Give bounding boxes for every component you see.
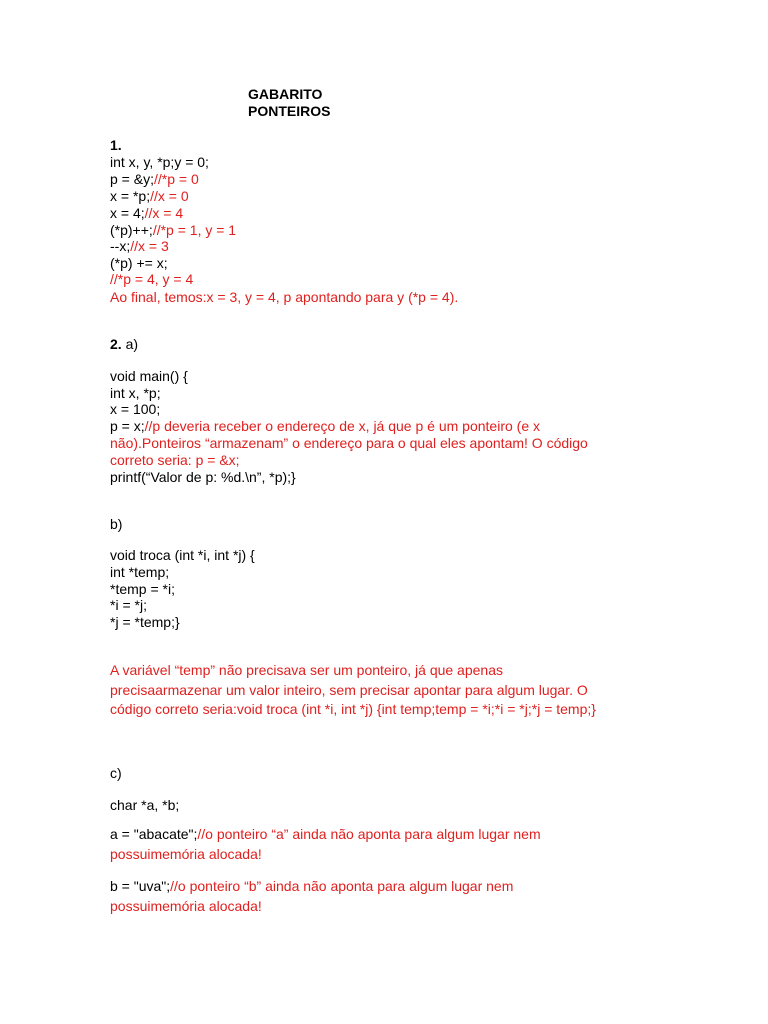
q1-line-4: x = 4;//x = 4 bbox=[110, 205, 184, 221]
q1-conclusion: Ao final, temos:x = 3, y = 4, p apontando para y (*p = 4). bbox=[110, 289, 459, 305]
q2b-explain-2: precisaarmazenar um valor inteiro, sem precisar apontar para algum lugar. O bbox=[110, 682, 588, 698]
q2c-code-1: char *a, *b; bbox=[110, 797, 180, 813]
q1-line-3: x = *p;//x = 0 bbox=[110, 188, 189, 204]
q2a-heading: 2. a) bbox=[110, 336, 139, 352]
title-line-1: GABARITO bbox=[248, 86, 323, 102]
q1-line-5: (*p)++;//*p = 1, y = 1 bbox=[110, 222, 237, 238]
q1-line-8: //*p = 4, y = 4 bbox=[110, 271, 194, 287]
q2c-b-comment-2: possuimemória alocada! bbox=[110, 898, 262, 914]
q2b-code-3: *temp = *i; bbox=[110, 581, 175, 597]
q2b-heading: b) bbox=[110, 516, 123, 532]
q2a-code-5: printf(“Valor de p: %d.\n”, *p);} bbox=[110, 469, 296, 485]
q2a-code-3: x = 100; bbox=[110, 401, 161, 417]
q2a-comment-3: correto seria: p = &x; bbox=[110, 452, 240, 468]
q2b-explain-1: A variável “temp” não precisava ser um ponteiro, já que apenas bbox=[110, 662, 503, 678]
q2c-a-line: a = "abacate";//o ponteiro “a” ainda não aponta para algum lugar nem bbox=[110, 826, 541, 842]
q2b-explain-3: código correto seria:void troca (int *i, int *j) {int temp;temp = *i;*i = *j;*j = temp;} bbox=[110, 701, 596, 717]
q1-line-2: p = &y;//*p = 0 bbox=[110, 171, 199, 187]
q2b-code-5: *j = *temp;} bbox=[110, 614, 180, 630]
q2a-code-4: p = x;//p deveria receber o endereço de x, já que p é um ponteiro (e x bbox=[110, 418, 540, 434]
q2c-a-comment-2: possuimemória alocada! bbox=[110, 846, 262, 862]
title-line-2: PONTEIROS bbox=[248, 103, 331, 119]
q1-line-7: (*p) += x; bbox=[110, 255, 168, 271]
q2b-code-2: int *temp; bbox=[110, 564, 170, 580]
q2c-heading: c) bbox=[110, 765, 122, 781]
q1-line-1: int x, y, *p;y = 0; bbox=[110, 154, 209, 170]
q1-number: 1. bbox=[110, 137, 122, 153]
q1-line-6: --x;//x = 3 bbox=[110, 238, 169, 254]
q2a-comment-2: não).Ponteiros “armazenam” o endereço para o qual eles apontam! O código bbox=[110, 435, 588, 451]
q2c-b-line: b = "uva";//o ponteiro “b” ainda não aponta para algum lugar nem bbox=[110, 878, 514, 894]
q2a-code-2: int x, *p; bbox=[110, 385, 161, 401]
q2b-code-4: *i = *j; bbox=[110, 597, 147, 613]
q2a-code-1: void main() { bbox=[110, 368, 188, 384]
q2b-code-1: void troca (int *i, int *j) { bbox=[110, 547, 255, 563]
